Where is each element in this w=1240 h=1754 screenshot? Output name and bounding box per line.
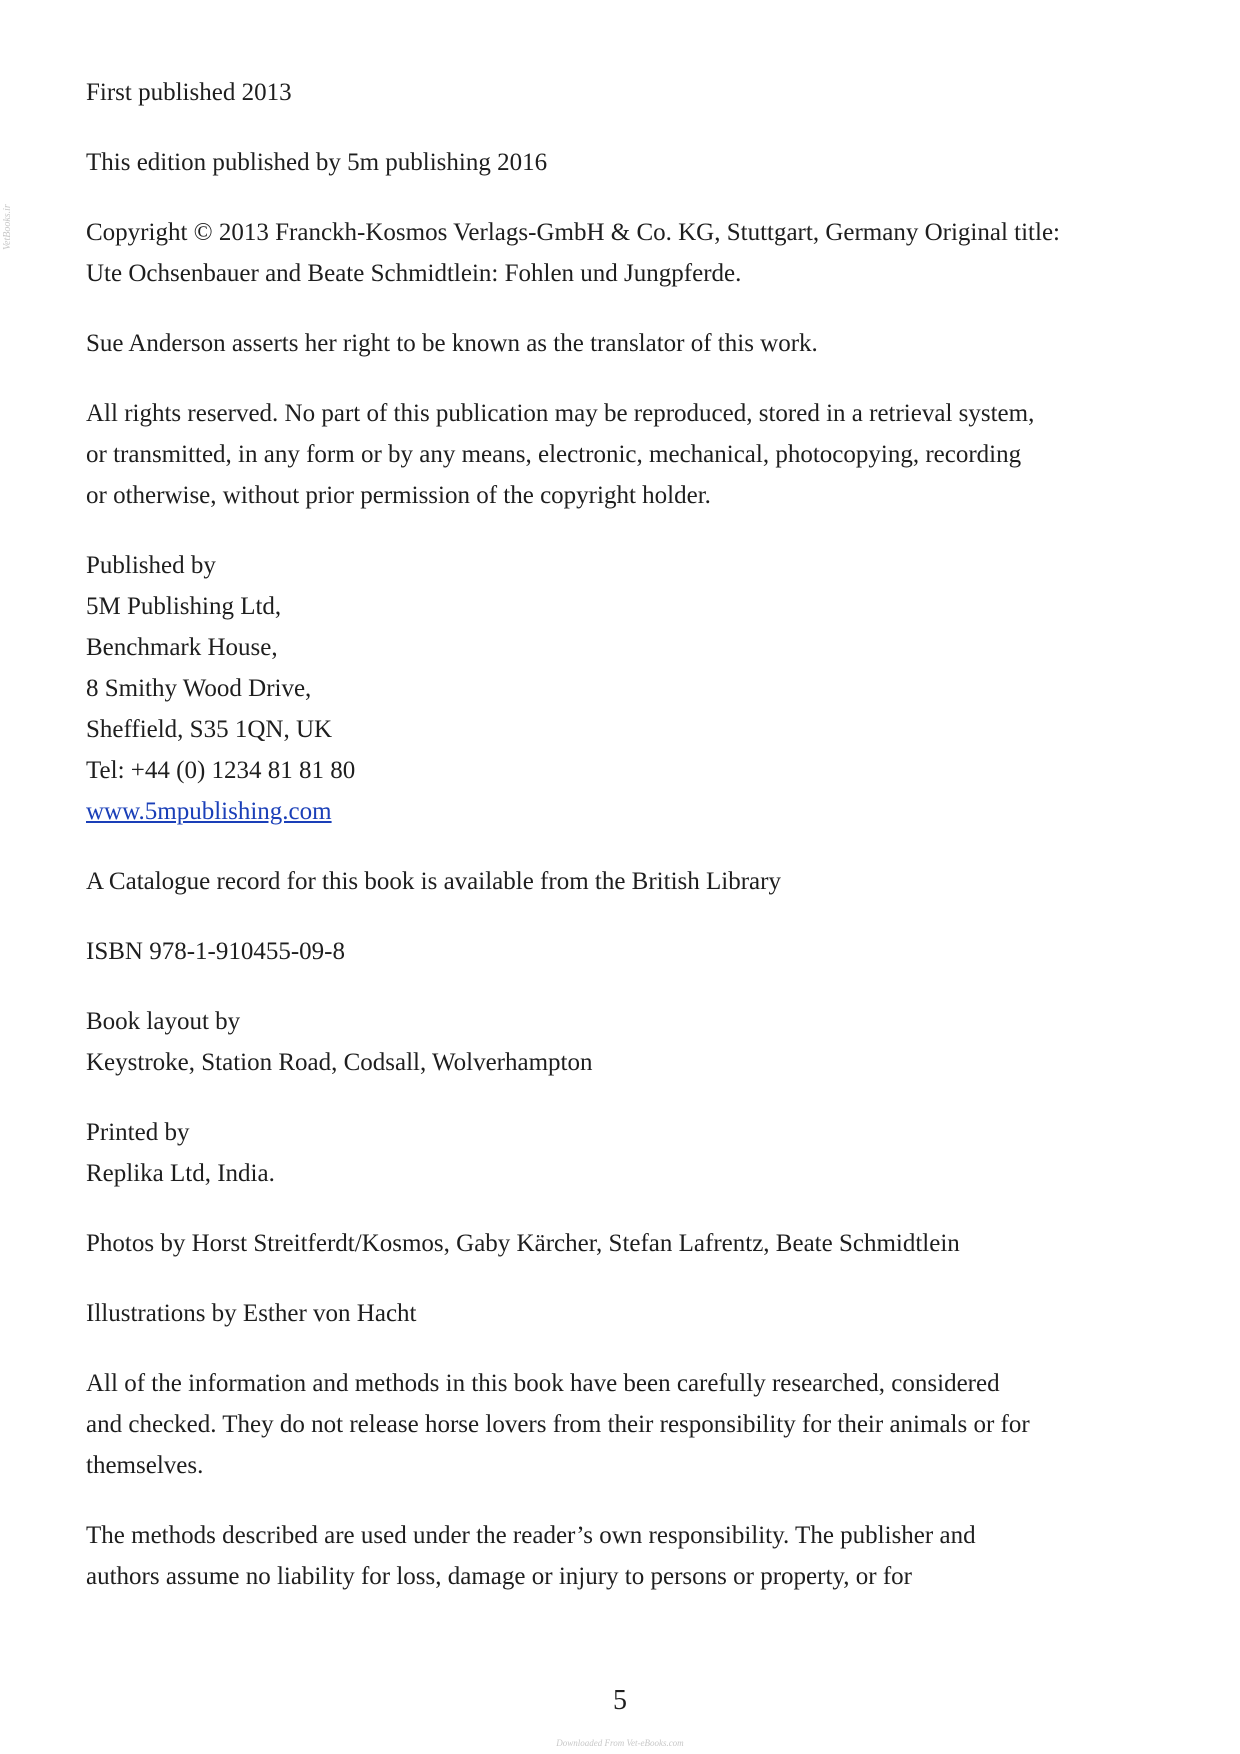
edition-published: This edition published by 5m publishing 2016	[86, 149, 548, 176]
page-number: 5	[613, 1685, 627, 1716]
copyright-notice: Copyright © 2013 Franckh-Kosmos Verlags-GmbH & Co. KG, Stuttgart, Germany Original title: Ute Ochsenbauer and Beate Schmidtlein: Fohlen und Jungpferde.	[86, 219, 1060, 287]
rights-reserved: All rights reserved. No part of this publication may be reproduced, stored in a retrieval system, or transmitted, in any form or by any means, electronic, mechanical, photocopying, recording or otherwise, without prior permission of the copyright holder.	[86, 400, 1035, 509]
first-published: First published 2013	[86, 79, 292, 106]
book-layout-credit: Book layout by Keystroke, Station Road, Codsall, Wolverhampton	[86, 1008, 593, 1076]
side-watermark: VetBooks.ir	[2, 204, 13, 250]
translator-credit: Sue Anderson asserts her right to be known as the translator of this work.	[86, 330, 818, 357]
catalogue-record: A Catalogue record for this book is available from the British Library	[86, 868, 781, 895]
printer-credit: Printed by Replika Ltd, India.	[86, 1119, 275, 1187]
publisher-address: Published by 5M Publishing Ltd, Benchmark House, 8 Smithy Wood Drive, Sheffield, S35 1QN, UK Tel: +44 (0) 1234 81 81 80 www.5mpublishing.com	[86, 552, 356, 825]
disclaimer-liability: The methods described are used under the reader’s own responsibility. The publisher and authors assume no liability for loss, damage or injury to persons or property, or for	[86, 1522, 976, 1590]
copyright-page	[86, 72, 1176, 1626]
photo-credits: Photos by Horst Streitferdt/Kosmos, Gaby Kärcher, Stefan Lafrentz, Beate Schmidtlein	[86, 1230, 960, 1257]
disclaimer-information: All of the information and methods in this book have been carefully researched, considered and checked. They do not release horse lovers from their responsibility for their animals or for themselves.	[86, 1370, 1030, 1479]
bottom-watermark: Downloaded From Vet-eBooks.com	[556, 1738, 684, 1748]
isbn: ISBN 978-1-910455-09-8	[86, 938, 346, 965]
publisher-website-link[interactable]: www.5mpublishing.com	[86, 798, 332, 825]
illustration-credit: Illustrations by Esther von Hacht	[86, 1300, 417, 1327]
